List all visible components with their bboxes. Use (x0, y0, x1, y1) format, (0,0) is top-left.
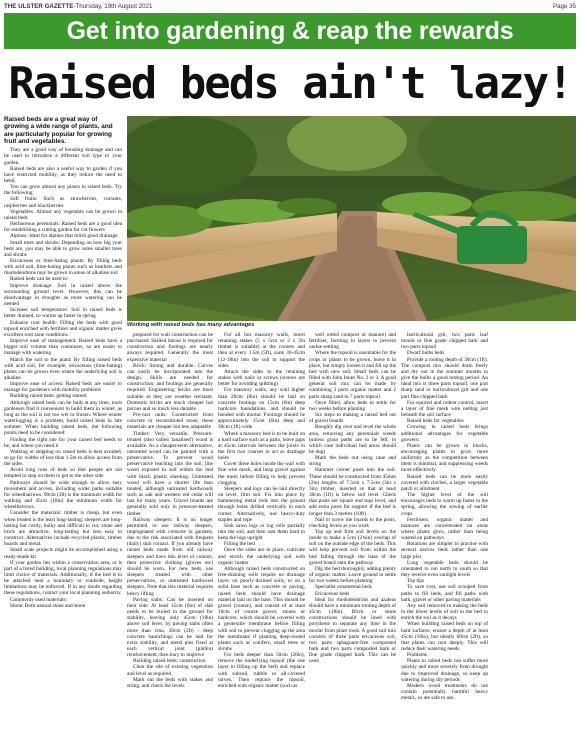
paragraph: Enhance root health: Filling the beds with good topsoil enriched with fertiliser and organic matter gives excellent root zone conditions (4, 319, 122, 338)
paragraph: Once the sides are in place, cultivate and enrich the underlying soil with organic matter (218, 547, 305, 566)
paragraph: Small scale projects might be accomplished using a ready-made kit (4, 547, 122, 560)
paragraph: horticultural grit, two parts leaf mould or fine grade chipped bark and two parts topsoil (401, 332, 488, 351)
paragraph: For squirrel and rodent control, insert a layer of fine mesh wire netting just beneath the soil surface (401, 399, 488, 419)
paragraph: When building raised beds on top of hard surfaces, ensure a depth of at least 45cm (18in), but ideally 60cm (2ft), so that plants can root deeply. This will reduce their watering needs (401, 621, 488, 652)
photo-caption: Working with raised beds has many advantages (127, 322, 255, 328)
photo-illustration (127, 116, 576, 321)
paragraph: Paving slabs: Can be inserted on their side. At least 15cm (6in) of slab needs to be buried in the ground for stability, leaving only 45cm (18in) above soil level, by paving slabs often more than 1ma. 30cm (2ft) - deep concrete haunchings can be laid for extra stability, and metal pins fixed at each vertical joint (pinbin) reinforcement, then bury to improve (127, 596, 213, 659)
paragraph: Commonly used materials: (10, 596, 68, 603)
paragraph: prepared for wall construction can be purchased. Skilled labour is required for construction and footings are nearly always required. Generally the most expensive material (127, 332, 213, 363)
paragraph: Pre-cast units: Constructed from concrete or reconstituted stone, these materials are cheaper but less adaptable (127, 412, 213, 431)
paragraph: Alpines: Ideal for alpines that relish good drainage (10, 233, 118, 240)
paragraph: Consider the materials: timber is cheap, but even when treated is the least long-lasting; sleepers are long-lasting but costly, bulky and difficult to cut; stone and brick are attractive, long-lasting but less easy to construct. Alternatives include recycled plastic, timber boards and metal. (4, 510, 122, 548)
paragraph: Improve ease of access: Raised beds are easier to manage for gardeners with mobility problems (4, 381, 122, 394)
raised-beds-photo (127, 116, 576, 321)
paragraph: Hammer corner posts into the soil. These should be constructed from 45mm (2in) lengths of 7.5cm x 7.5cm (3in x 3in) timber, inserted so that at least 30cm (1ft) is below soil level. Check that posts are square and tops level, and add extra posts for support if the bed is longer than 3 metres (10ft) (309, 467, 396, 517)
paragraph: Clear the site of existing vegetation and level as required (127, 664, 213, 677)
paragraph: Fertilisers, organic matter and manures are concentrated on areas where plants grow, rather than being wasted on pathways (401, 516, 488, 542)
paragraph: Attach the sides to the retaining stakes with nails or screws (screws are better for avoiding splitting) (218, 368, 305, 388)
paragraph: Rotations are simpler to practise with several narrow beds rather than one large plot (401, 541, 488, 560)
paragraph: Plants can be grown in blocks, encouraging plants to grow more uniformly as the competition between them is minimal, and suppressing weeds more effectively (401, 442, 488, 474)
article-column-4 (309, 332, 396, 732)
paragraph: Finding the right site for your raised bed needs to be, and where you need it (4, 436, 122, 449)
paragraph: Raised beds can be more easily covered with cloches, a larger vegetable patch or allotment (401, 473, 488, 492)
paragraph: Raised beds for vegetables (407, 418, 464, 425)
paragraph: If your garden lies within a conservation area, or is part of a listed building, local planning regulations may limit choice of materials. Additionally, if the bed is to be attached near a boundary or roadside, height limitations may be enforced. If in any doubt regarding these regulations, contact your local planning authority. (4, 559, 122, 597)
paragraph: To save cost, use soil scooped from paths to fill beds, and fill paths with bark, gravel or other paving materials (401, 584, 488, 603)
paragraph: They are a good way of boosting drainage and can be used to introduce a different soil type to your garden. (4, 147, 122, 166)
paragraph: Increase soil temperature: Soil in raised beds is better drained, so warms up faster in spring (4, 307, 122, 320)
paragraph: The higher level of the soil encourages beds to warm up faster in the spring, allowing the sowing of earlier crops (401, 492, 488, 517)
article-column-1 (4, 116, 122, 732)
paragraph: Ericaceous beds (315, 590, 350, 597)
paragraph: Although raised beds can be built at any time, most gardeners find it convenient to build them in winter, as long as the soil is not too wet or frozen. Where winter waterlogging is a problem, build raised beds in late summer. When building raised beds, the following points need to be considered: (4, 399, 122, 437)
paragraph: Pathways should be wide enough to allow easy movement and access, including wider paths suitable for wheelbarrows. 90cm (3ft) is the minimum width for walking and 45cm (18in) the minimum width for wheelbarrows. (4, 479, 122, 511)
paragraph: Improve ease of management: Raised beds have a bigger soil volume than containers, so are easier to manage with watering (4, 338, 122, 357)
paragraph: Long vegetable beds should be orientated to run north to south so that they receive even sunlight levels (401, 559, 488, 579)
paragraph: Raised beds are also a useful way to garden if you have restricted mobility, as they reduce the need to bend. (4, 165, 122, 184)
paragraph: Mark the beds out using cane and string (309, 455, 396, 468)
paragraph: Top up and firm soil levels on the inside to make a 5cm (2¾in) overlap of soil on the outside edge of the beds. This will help prevent soil from within the bed falling through the base of the gravel board onto the pathway (309, 529, 396, 566)
paragraph: Specialist ornamental beds (315, 584, 372, 591)
paragraph: Although raised beds constructed on free-draining soils require no drainage layer, on poorly-drained soils, or on a solid base such as concrete or paving, raised beds should have drainage material laid on the base. This should be gravel (coarse), and consist of at least 10cm of course gravel, stones or hardcore, which should be covered with a geotextile membrane before filling with soil to prevent clogging up the area the membrane if planting deep-rooted plants such as conifers, small trees or shrubs (218, 565, 305, 652)
paragraph: Raised beds can be used to: (10, 276, 69, 283)
paragraph: Match the soil to the plant: By filling raised beds with acid soil, for example, ericaceous (lime-hating) plants can be grown even where the underlying soil is alkaline (4, 356, 122, 381)
paragraph: For masonry walls, any wall higher than 20cm (8in) should be laid on concrete footings on 15cm (6in) deep hardcore foundations, and should be bonded with mortar. Footings should be approximately 15cm (6in) deep and 30cm (1ft) wide (218, 387, 305, 431)
page-number: Page 35 (552, 3, 576, 10)
article-headline: Raised beds ain't lazy! (8, 57, 572, 109)
paragraph: Stone: Both natural stone and stone (10, 602, 86, 609)
paragraph: Small trees and shrubs: Depending on how big your beds are, you may be able to grow some smaller trees and shrubs (4, 239, 122, 258)
paragraph: Cover these holes inside the wall with fine wire mesh, and heap gravel against the mesh before filling to help prevent clogging (218, 461, 305, 486)
paragraph: Problems (407, 652, 428, 659)
paragraph: Railway sleepers: It is no longer permitted to use railway sleepers, impregnated with creosote in gardens, due to the risk associated with frequent (daily) skin contact. If you already have raised beds made from old railway sleepers and have this level of contact, then protective clothing (gloves etc) should be worn. For new beds, use sleepers treated with other preservatives, or untreated hardwood sleepers. Note that this material requires heavy lifting (127, 516, 213, 597)
paragraph: Soft fruits: Such as strawberries, currants, raspberries and blackberries (4, 196, 122, 209)
paragraph: Sink sawn logs or log rolls partially into the soil, and then ram them hard to keep the logs upright (218, 522, 305, 542)
paragraph: You can grow almost any plants in raised beds. Try the following: (4, 184, 122, 197)
paragraph: Six steps to making a raised bed out of gravel boards (309, 412, 396, 425)
paragraph: Building raised beds: getting started (10, 393, 87, 400)
paragraph: Herbaceous perennials: Raised beds are a good idea for establishing a cutting garden for cut flowers (4, 221, 122, 234)
paragraph: For beds deeper than 50cm (20in), remove the underlying topsoil (the one layer in filling up the bed) and replace with subsoil, rubble or all-covered turves. Then replace the topsoil, enriched with organic matter (such as (218, 652, 305, 689)
paragraph: Once filled, allow beds to settle for two weeks before planting (309, 399, 396, 412)
paragraph: Ericaceous or lime-hating plants: By filling beds with acid soil, lime-hating plants such as heathers and rhododendrons may be grown in areas of alkaline soil (4, 258, 122, 277)
paragraph: Filling the bed (224, 541, 255, 548)
paragraph: Roughly dig over and level the whole area, removing any perennials weeds (unless grass paths are to be left, in which case individual bed areas should be dug) (309, 424, 396, 455)
paragraph: Improve drainage: Soil in raised above the surrounding ground level. However, this can be disadvantage in droughts as more watering can be needed (4, 282, 122, 308)
paragraph: Where the topsoil is unsuitable for the crops or plants to be grown, leave it in place, but simply loosen it and fill up the bed with new soil. Small beds can be filled with John Innes No. 2 or 3. A good general soil mix can be made by combining 3 parts organic matter and 2 parts sharp sand to 7 parts topsoil (309, 350, 396, 400)
paragraph: Modern wood treatments do not contain potentially harmful heavy metals, so are safe to use. (401, 682, 488, 702)
paragraph: Vegetables: Almost any vegetable can be grown in raised beds (4, 208, 122, 221)
paragraph: Dwarf bulbs beds (407, 350, 445, 357)
paragraph: well rotted compost or manure) and fertiliser, forming in layers to prevent undue settling (309, 332, 396, 351)
paragraph: Dig the bed thoroughly, adding plenty of organic matter. Leave ground to settle for two weeks before planting (309, 565, 396, 585)
paragraph: Plants in raised beds can suffer more quickly and more severely from drought due to improved drainage, so keep up watering during dry periods (401, 658, 488, 683)
article-column-6 (492, 332, 576, 732)
paragraph: Ideal for rhododendrons and azaleas should have a minimum rooting depth of 45cm (18in). Brick or stone constructions should be lined with polythene to separate any lime in the mortar from plant roots. A good soil mix consists of three parts ericaceous soil, two parts sphagnum-free composted bark and two parts composted bark or fine grade chipped bark. This can be used (309, 596, 396, 665)
paragraph: Avoid long runs of beds so that people are not tempted to step on them to get to the other side (4, 467, 122, 480)
section-banner (4, 13, 576, 49)
paragraph: Provide a rooting depth of 30cm (1ft). The compost mix should drain freely and dry out in the summer months to give the bulbs a good resting period. An ideal mix is three parts topsoil, one part sharp sand or horticultural grit and one part fine chipped bark (401, 356, 488, 400)
paragraph: Where a masonry bed is to be built on a hard surface such as a patio, leave gaps at 45cm intervals between the joints in the first two courses to act as drainage holes (218, 430, 305, 462)
article-column-5 (401, 332, 488, 732)
paragraph: Walking or stepping on raised beds is best avoided, so go for widths of less than 1.5m to allow access from the sides (4, 448, 122, 468)
paragraph: Timber: Very versatile. Pressure-treated (also called 'tanalised') wood is available. As a cheaper-term alternative, untreated wood can be painted with a preservative. To prevent wood preservative leaching into the soil, line wood exposed to soil within the bed with black plastic sheeting. Untreated wood will have a shorter life than treated, although untreated hardwoods such as oak and western red cedar will last for many years. Gravel boards are generally sold only in pressure-treated timber (127, 430, 213, 517)
article-column-2 (127, 332, 213, 732)
paragraph: Any soil removed in making the beds in the lower levels of soil in the bed to enrich the soil as it decays (401, 602, 488, 622)
masthead-paper-name: THE ULSTER GAZETTE (4, 3, 74, 10)
banner-text: Get into gardening & reap the rewards (66, 16, 514, 45)
paragraph: Mark out the beds with stakes and string, and check the levels (127, 676, 213, 689)
paragraph: Brick: Strong and durable. Curves can easily be incorporated into the design. Skills are needed for construction, and footings are generally required. Engineering bricks are most suitable as they are weather resistant. Domestic bricks are much cheaper but porous and so much less durable (127, 362, 213, 412)
masthead-paper (4, 3, 152, 10)
paragraph: Top tips (407, 578, 425, 585)
masthead (4, 2, 576, 11)
masthead-date: -Thursday, 19th August 2021 (73, 3, 153, 10)
paragraph: Sleepers and logs can be laid directly on level, firm soil. Fix into place by hammering metal rods into the ground through holes drilled vertically in each corner. Alternatively, use heavy-duty staples and rope (218, 485, 305, 523)
paragraph: Raised beds are a great way of growing a wide range of plants, and are particularly popular for growing fruit and vegetables. (4, 116, 113, 145)
paragraph: Nail or screw the boards to the posts, checking levels as you work (309, 516, 396, 529)
paragraph: Growing in raised beds brings additional advantages for vegetable growers: (401, 424, 488, 443)
paragraph: For all but masonry walls, insert retaining stakes (5 x 5cm or 2 x 2in timber is suitable) at the corners and then at every 1.5m (5ft), sunk 30-45cm (12-18in) into the soil to support the sides (218, 332, 305, 369)
article-column-3 (218, 332, 305, 732)
paragraph: Building raised beds: construction (133, 658, 206, 665)
